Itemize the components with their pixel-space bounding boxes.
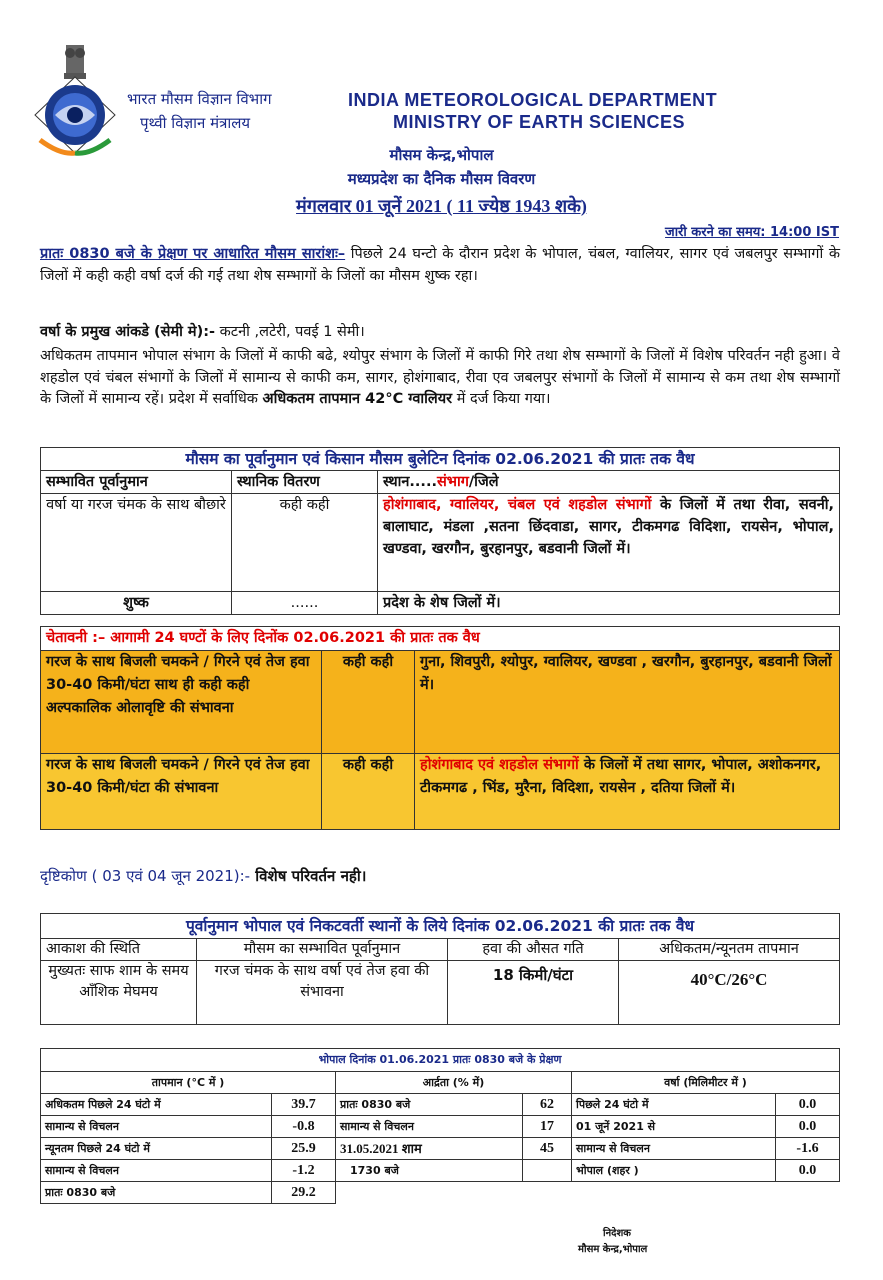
- r1-places: के जिलों में तथा रीवा, सवनी, बालाघाट, मंडला ,सतना छिंदवाडा, सागर, टीकमगढ विदिशा, रायसेन, भोपाल, खण्डवा, खरगौन, बुरहानपुर, बडवानी जिलों में।: [383, 497, 835, 557]
- summary-label: प्रातः 0830 बजे के प्रेक्षण पर आधारित मौसम सारांशः–: [40, 246, 346, 262]
- obs-cell: [572, 1182, 776, 1204]
- obs-h-rain: वर्षा (मिलिमीटर में ): [572, 1072, 840, 1094]
- warning-r2-type: गरज के साथ बिजली चमकने / गिरने एवं तेज हवा 30-40 किमी/घंटा की संभावना: [41, 754, 322, 830]
- temperature-text: अधिकतम तापमान भोपाल संभाग के जिलों में काफी बढे, श्योपुर संभाग के जिलों में काफी गिरे तथा शेष सम्भागों के जिलों में विशेष परिवर्तन नही हुआ। वे शहडोल एवं चंबल संभागों के जिलों में सामान्य से काफी कम, सागर, होशंगाबाद, रीवा एव जबलपुर संभागों के जिलों में सामान्य से कम तथा शेष सम्भागों के जिलों में सामान्य रहें। प्रदेश में सर्वाधिक: [40, 348, 840, 407]
- forecast-r1-dist: कही कही: [232, 494, 378, 592]
- org-name-english-1: INDIA METEOROLOGICAL DEPARTMENT: [348, 90, 718, 110]
- forecast-r1-type: वर्षा या गरज चंमक के साथ बौछारे: [41, 494, 232, 592]
- table-row: [41, 1138, 840, 1160]
- temperature-end: में दर्ज किया गया।: [452, 391, 551, 407]
- obs-cell: 25.9: [272, 1138, 336, 1160]
- obs-cell: पिछले 24 घंटो में: [572, 1094, 776, 1116]
- obs-cell: सामान्य से विचलन: [41, 1116, 272, 1138]
- obs-cell: 29.2: [272, 1182, 336, 1204]
- observation-table: [40, 1048, 840, 1204]
- obs-cell: [776, 1182, 840, 1204]
- forecast-col3: [378, 471, 840, 494]
- report-date-wrap: [0, 194, 883, 218]
- met-center: मौसम केन्द्र,भोपाल: [389, 146, 494, 164]
- bhopal-h3: हवा की औसत गति: [448, 939, 619, 961]
- obs-h-hum: आर्द्रता (% में): [336, 1072, 572, 1094]
- forecast-title: मौसम का पूर्वानुमान एवं किसान मौसम बुलेटिन दिनांक 02.06.2021 की प्रातः तक वैध: [41, 448, 840, 471]
- obs-cell: 31.05.2021 शाम: [336, 1138, 523, 1160]
- warning-r1-places: गुना, शिवपुरी, श्योपुर, ग्वालियर, खण्डवा , खरगौन, बुरहानपुर, बडवानी जिलों में।: [415, 651, 840, 754]
- obs-cell: -1.6: [776, 1138, 840, 1160]
- rain-paragraph: [40, 322, 840, 344]
- obs-cell: 1730 बजे: [336, 1160, 523, 1182]
- report-title: मध्यप्रदेश का दैनिक मौसम विवरण: [347, 170, 536, 188]
- warning-r1-dist: कही कही: [322, 651, 415, 754]
- warning-title: चेतावनी :– आगामी 24 घण्टों के लिए दिनोंक 02.06.2021 की प्रातः तक वैध: [41, 627, 840, 651]
- observation-title: भोपाल दिनांक 01.06.2021 प्रातः 0830 बजे के प्रेक्षण: [41, 1049, 840, 1072]
- obs-cell: भोपाल (शहर ): [572, 1160, 776, 1182]
- obs-cell: [523, 1182, 572, 1204]
- col3-b: संभाग: [436, 474, 469, 490]
- forecast-r1-places: [378, 494, 840, 592]
- obs-h-temp: तापमान (°C में ): [41, 1072, 336, 1094]
- warning-r1-type: गरज के साथ बिजली चमकने / गिरने एवं तेज हवा 30-40 किमी/घंटा साथ ही कही कही अल्पकालिक ओलावृष्टि की संभावना: [41, 651, 322, 754]
- bhopal-v3: 18 किमी/घंटा: [448, 961, 619, 1025]
- warning-r2-places: [415, 754, 840, 830]
- signature-center: मौसम केन्द्र,भोपाल: [578, 1244, 648, 1255]
- obs-cell: -0.8: [272, 1116, 336, 1138]
- org-name-hindi-2: पृथ्वी विज्ञान मंत्रालय: [140, 114, 251, 132]
- col3-a: स्थान.....: [383, 474, 437, 490]
- table-row: [41, 1116, 840, 1138]
- obs-cell: 0.0: [776, 1160, 840, 1182]
- r2-red: होशंगाबाद एवं शहडोल संभागों: [420, 757, 579, 773]
- outlook-text: विशेष परिवर्तन नही।: [250, 867, 367, 885]
- obs-cell: [336, 1182, 523, 1204]
- temperature-bold: अधिकतम तापमान 42°C ग्वालियर: [262, 391, 453, 407]
- obs-cell: 0.0: [776, 1094, 840, 1116]
- report-date: मंगलवार 01 जूनें 2021 ( 11 ज्येष्ठ 1943 शके): [296, 196, 587, 216]
- r2-places: के जिलों में तथा सागर, भोपाल, अशोकनगर, टीकमगढ , भिंड, मुरैना, विदिशा, रायसेन , दतिया जिलों में।: [420, 757, 822, 796]
- forecast-r2-dist: ......: [232, 592, 378, 615]
- obs-cell: 0.0: [776, 1116, 840, 1138]
- obs-cell: सामान्य से विचलन: [41, 1160, 272, 1182]
- bhopal-h1: आकाश की स्थिति: [41, 939, 197, 961]
- obs-cell: अधिकतम पिछले 24 घंटो में: [41, 1094, 272, 1116]
- forecast-table: [40, 447, 840, 615]
- summary-paragraph: [40, 244, 840, 287]
- obs-cell: 17: [523, 1116, 572, 1138]
- imd-logo: [30, 45, 120, 160]
- bhopal-h4: अधिकतम/न्यूनतम तापमान: [619, 939, 840, 961]
- table-row: [41, 1094, 840, 1116]
- temperature-paragraph: [40, 346, 840, 411]
- bhopal-h2: मौसम का सम्भावित पूर्वानुमान: [197, 939, 448, 961]
- forecast-r2-places: प्रदेश के शेष जिलों में।: [378, 592, 840, 615]
- obs-cell: न्यूनतम पिछले 24 घंटो में: [41, 1138, 272, 1160]
- obs-cell: 39.7: [272, 1094, 336, 1116]
- obs-cell: प्रातः 0830 बजे: [41, 1182, 272, 1204]
- table-row: [41, 1160, 840, 1182]
- obs-cell: 62: [523, 1094, 572, 1116]
- obs-cell: 45: [523, 1138, 572, 1160]
- obs-cell: -1.2: [272, 1160, 336, 1182]
- col3-c: /जिले: [468, 474, 499, 490]
- bhopal-v4: 40°C/26°C: [619, 961, 840, 1025]
- outlook-label: दृष्टिकोण ( 03 एवं 04 जून 2021):-: [40, 867, 251, 885]
- summary-text: पिछले 24 घन्टो के दौरान प्रदेश के भोपाल, चंबल, ग्वालियर, सागर एवं जबलपुर सम्भागों के जिलों में कही कही वर्षा दर्ज की गई तथा शेष सम्भागों के जिलों का मौसम शुष्क रहा।: [40, 246, 840, 284]
- obs-cell: 01 जूनें 2021 से: [572, 1116, 776, 1138]
- obs-cell: सामान्य से विचलन: [336, 1116, 523, 1138]
- outlook: [40, 866, 366, 886]
- table-row: [41, 1182, 840, 1204]
- obs-cell: सामान्य से विचलन: [572, 1138, 776, 1160]
- obs-cell: प्रातः 0830 बजे: [336, 1094, 523, 1116]
- forecast-col1: सम्भावित पूर्वानुमान: [41, 471, 232, 494]
- bhopal-forecast-title: पूर्वानुमान भोपाल एवं निकटवर्ती स्थानों के लिये दिनांक 02.06.2021 की प्रातः तक वैध: [41, 914, 840, 939]
- org-name-hindi-1: भारत मौसम विज्ञान विभाग: [127, 90, 272, 108]
- obs-cell: [523, 1160, 572, 1182]
- forecast-col2: स्थानिक वितरण: [232, 471, 378, 494]
- rain-text: कटनी ,लटेरी, पवई 1 सेमी।: [215, 324, 365, 340]
- signature-title: निदेशक: [603, 1228, 631, 1239]
- bhopal-forecast-table: [40, 913, 840, 1025]
- rain-label: वर्षा के प्रमुख आंकडे (सेमी मे):-: [40, 324, 216, 340]
- warning-table: [40, 626, 840, 830]
- issue-time: जारी करने का समय: 14:00 IST: [665, 225, 839, 240]
- warning-r2-dist: कही कही: [322, 754, 415, 830]
- bhopal-v1: मुख्यतः साफ शाम के समय आँशिक मेघमय: [41, 961, 197, 1025]
- org-name-english-2: MINISTRY OF EARTH SCIENCES: [393, 112, 686, 132]
- r1-red: होशंगाबाद, ग्वालियर, चंबल एवं शहडोल संभागों: [383, 497, 652, 513]
- forecast-r2-type: शुष्क: [41, 592, 232, 615]
- bhopal-v2: गरज चंमक के साथ वर्षा एवं तेज हवा की संभावना: [197, 961, 448, 1025]
